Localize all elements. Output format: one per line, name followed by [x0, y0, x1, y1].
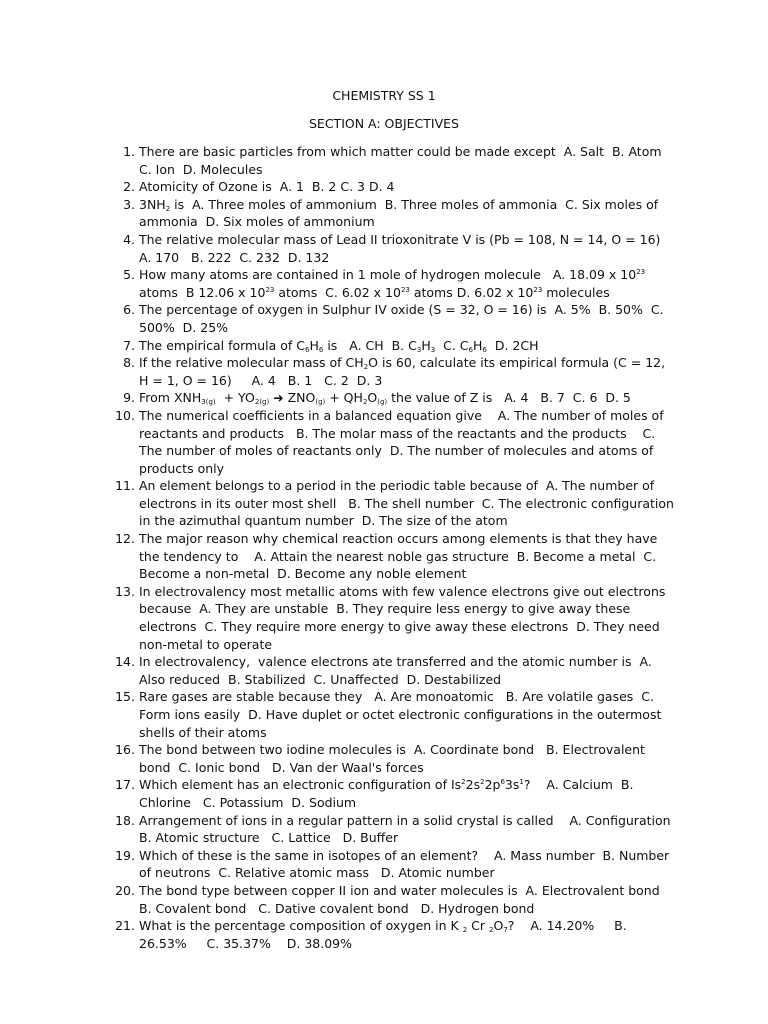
question-item: [110, 407, 678, 477]
question-number: 13.: [115, 583, 135, 599]
question-number: 3.: [123, 196, 135, 212]
question-number: 18.: [115, 812, 135, 828]
question-text: The empirical formula of $C_6H_6$ is A. CH B. $C_3H_3$ C. $C_6H_6$ D. 2CH: [139, 337, 539, 354]
question-item: [110, 231, 678, 266]
question-number: 17.: [115, 777, 135, 793]
question-text: The percentage of oxygen in Sulphur IV oxide (S = 32, O = 16) is A. 5% B. 50% C. 500% D. 25%: [139, 302, 664, 335]
section-heading: SECTION A: OBJECTIVES: [309, 116, 459, 131]
question-number: 2.: [123, 179, 135, 195]
question-item: [110, 196, 678, 231]
question-text: $3NH_2$ is A. Three moles of ammonium B. Three moles of ammonia C. Six moles of ammonia D. Six moles of ammonium: [139, 196, 659, 230]
question-text: The numerical coefficients in a balanced equation give A. The number of moles of reactants and products B. The molar mass of the reactants and the products C. The number of moles of reactants only D. The number of molecules and atoms of products only: [139, 407, 664, 476]
question-text: Arrangement of ions in a regular pattern in a solid crystal is called A. Configuration B. Atomic structure C. Lattice D. Buffer: [139, 812, 675, 846]
question-text: What is the percentage composition of oxygen in K $_2$ Cr $_2O_7$? A. 14.20% B. 26.53% C. 35.37% D. 38.09%: [139, 918, 627, 951]
question-item: [110, 266, 678, 301]
question-number: 6.: [123, 302, 135, 318]
question-text: The bond between two iodine molecules is A. Coordinate bond B. Electrovalent bond C. Ionic bond D. Van der Waal's forces: [139, 742, 645, 775]
question-text: Which element has an electronic configuration of $Is^22s^22p^63s^1$? A. Calcium B. Chlorine C. Potassium D. Sodium: [139, 777, 634, 810]
question-text: There are basic particles from which matter could be made except A. Salt B. Atom C. Ion D. Molecules: [139, 144, 666, 177]
question-item: [110, 847, 678, 882]
question-item: [110, 688, 678, 741]
question-item: [110, 583, 678, 653]
question-number: 1.: [123, 144, 135, 159]
question-item: [110, 741, 678, 776]
question-text: How many atoms are contained in 1 mole of hydrogen molecule A. 18.09 x $10^{23}$ atoms B 12.06 x $10^{23}$ atoms C. 6.02 x $10^{23}$ atoms D. 6.02 x $10^{23}$ molecules: [139, 267, 646, 300]
question-number: 8.: [123, 355, 135, 371]
question-item: [110, 776, 678, 811]
question-list: [110, 143, 678, 952]
question-text: The relative molecular mass of Lead II trioxonitrate V is (Pb = 108, N = 14, O = 16) A. 170 B. 222 C. 232 D. 132: [139, 231, 677, 265]
question-text: Rare gases are stable because they A. Are monoatomic B. Are volatile gases C. Form ions easily D. Have duplet or octet electronic configurations in the outermost shells of their atoms: [139, 689, 662, 740]
question-text: Atomicity of Ozone is A. 1 B. 2 C. 3 D. 4: [139, 179, 395, 195]
question-item: [110, 530, 678, 583]
question-number: 11.: [115, 478, 135, 494]
question-item: [110, 301, 678, 336]
question-item: [110, 477, 678, 530]
question-number: 5.: [123, 267, 135, 283]
question-number: 21.: [115, 918, 135, 934]
question-number: 15.: [115, 689, 135, 705]
question-text: The bond type between copper II ion and water molecules is A. Electrovalent bond B. Covalent bond C. Dative covalent bond D. Hydrogen bond: [139, 882, 672, 916]
question-number: 12.: [115, 531, 135, 547]
question-text: An element belongs to a period in the periodic table because of A. The number of electrons in its outer most shell B. The shell number C. The electronic configuration in the azimuthal quantum number D. The size of the atom: [139, 478, 674, 529]
question-item: [110, 812, 678, 847]
question-number: 10.: [115, 407, 135, 423]
question-item: [110, 653, 678, 688]
question-text: The major reason why chemical reaction occurs among elements is that they have the tendency to A. Attain the nearest noble gas structure B. Become a metal C. Become a non-metal D. Become any noble element: [139, 531, 658, 582]
question-item: [110, 882, 678, 917]
question-number: 4.: [123, 231, 135, 247]
document-title: CHEMISTRY SS 1: [332, 88, 436, 103]
question-text: In electrovalency, valence electrons ate transferred and the atomic number is A. Also reduced B. Stabilized C. Unaffected D. Destabilized: [139, 654, 652, 687]
question-item: [110, 178, 678, 196]
question-number: 20.: [115, 882, 135, 898]
question-number: 7.: [123, 337, 135, 353]
question-text: In electrovalency most metallic atoms with few valence electrons give out electrons because A. They are unstable B. They require less energy to give away these electrons C. They require more energy to give away these electrons D. They need non-metal to operate: [139, 583, 666, 652]
question-text: Which of these is the same in isotopes of an element? A. Mass number B. Number of neutrons C. Relative atomic mass D. Atomic number: [139, 847, 670, 881]
question-item: [110, 354, 678, 389]
question-text: From $XNH_{3(g)} + YO_{2(g)}$ ➜ $ZNO_{(g)} + QH_2O_{(g)}$ the value of Z is A. 4 B. 7 C. 6 D. 5: [139, 390, 631, 407]
question-number: 9.: [123, 390, 135, 406]
question-item: [110, 337, 678, 355]
question-number: 19.: [115, 847, 135, 863]
question-item: [110, 143, 678, 178]
question-number: 14.: [115, 654, 135, 670]
question-number: 16.: [115, 742, 135, 758]
question-text: If the relative molecular mass of $CH_2O$ is 60, calculate its empirical formula (C = 12, H = 1, O = 16) A. 4 B. 1 C. 2 D. 3: [139, 355, 666, 388]
question-item: [110, 389, 678, 407]
question-item: [110, 917, 678, 952]
